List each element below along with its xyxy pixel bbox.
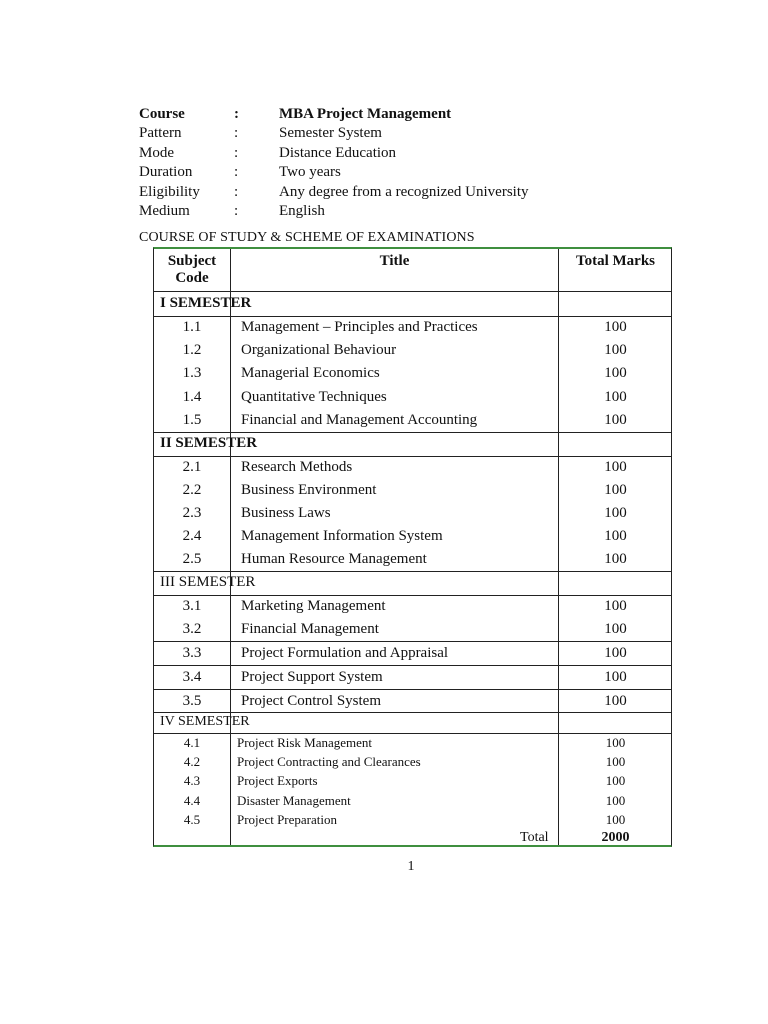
- row-divider: [154, 641, 671, 642]
- info-separator: :: [234, 125, 239, 142]
- subject-title: Human Resource Management: [241, 551, 427, 567]
- total-value: 2000: [601, 830, 630, 845]
- info-separator: :: [234, 202, 239, 219]
- subject-marks: 100: [604, 319, 627, 335]
- subject-title: Quantitative Techniques: [241, 389, 387, 405]
- table-caption: COURSE OF STUDY & SCHEME OF EXAMINATIONS: [139, 230, 475, 245]
- subject-title: Managerial Economics: [241, 365, 380, 381]
- row-divider: [154, 571, 671, 572]
- header-total-marks: Total Marks: [575, 253, 656, 269]
- subject-code: 2.1: [182, 459, 202, 475]
- subject-code: 3.3: [182, 645, 202, 661]
- subject-title: Project Support System: [241, 669, 383, 685]
- subject-marks: 100: [604, 551, 627, 567]
- info-label: Pattern: [139, 125, 182, 142]
- info-row-course: [139, 105, 529, 124]
- subject-code: 1.3: [182, 365, 202, 381]
- scheme-table: [153, 247, 672, 847]
- row-divider: [154, 291, 671, 292]
- subject-title: Project Formulation and Appraisal: [241, 645, 449, 661]
- subject-title: Financial Management: [241, 621, 379, 637]
- subject-code: 3.4: [182, 669, 202, 685]
- subject-title: Project Preparation: [237, 812, 337, 827]
- subject-code: 4.3: [183, 773, 201, 788]
- semester-label: I SEMESTER: [160, 295, 252, 311]
- row-divider: [154, 456, 671, 457]
- info-value: Distance Education: [279, 144, 397, 161]
- info-separator: :: [234, 106, 239, 122]
- semester-label: II SEMESTER: [160, 435, 258, 451]
- subject-code: 3.2: [182, 621, 202, 637]
- semester-label: IV SEMESTER: [160, 714, 250, 729]
- subject-title: Disaster Management: [237, 793, 351, 808]
- subject-code: 4.1: [183, 735, 201, 750]
- subject-marks: 100: [604, 389, 627, 405]
- subject-marks: 100: [604, 693, 627, 709]
- subject-marks: 100: [604, 482, 627, 498]
- semester-label: III SEMESTER: [160, 574, 256, 590]
- subject-code: 3.5: [182, 693, 202, 709]
- subject-title: Organizational Behaviour: [241, 342, 397, 358]
- subject-code: 4.4: [183, 793, 201, 808]
- info-label: Duration: [139, 164, 193, 181]
- row-divider: [154, 432, 671, 433]
- info-label: Eligibility: [139, 183, 200, 200]
- row-divider: [154, 316, 671, 317]
- info-row-pattern: [139, 124, 529, 143]
- subject-marks: 100: [604, 645, 627, 661]
- row-divider: [154, 665, 671, 666]
- info-separator: :: [234, 183, 239, 200]
- subject-marks: 100: [605, 812, 626, 827]
- subject-title: Financial and Management Accounting: [241, 412, 478, 428]
- header-code-line2: Code: [175, 270, 209, 286]
- info-label: Course: [139, 106, 185, 122]
- info-value: MBA Project Management: [279, 106, 452, 122]
- subject-code: 1.2: [182, 342, 202, 358]
- page-number: 1: [407, 859, 415, 874]
- subject-code: 1.5: [182, 412, 202, 428]
- subject-title: Project Contracting and Clearances: [237, 754, 421, 769]
- total-label: Total: [520, 830, 549, 845]
- subject-title: Project Control System: [241, 693, 381, 709]
- subject-title: Management Information System: [241, 528, 443, 544]
- subject-title: Marketing Management: [241, 598, 386, 614]
- subject-title: Management – Principles and Practices: [241, 319, 478, 335]
- subject-marks: 100: [605, 735, 626, 750]
- subject-marks: 100: [605, 793, 626, 808]
- subject-title: Business Environment: [241, 482, 377, 498]
- info-separator: :: [234, 164, 239, 181]
- info-row-eligibility: [139, 183, 529, 202]
- info-label: Mode: [139, 144, 174, 161]
- subject-code: 1.1: [182, 319, 202, 335]
- info-row-mode: [139, 144, 529, 163]
- subject-marks: 100: [605, 773, 626, 788]
- header-code-line1: Subject: [167, 253, 217, 269]
- header-title: Title: [379, 253, 410, 269]
- subject-marks: 100: [605, 754, 626, 769]
- subject-title: Project Exports: [237, 773, 318, 788]
- subject-code: 4.5: [183, 812, 201, 827]
- subject-marks: 100: [604, 598, 627, 614]
- info-value: English: [279, 202, 325, 219]
- info-separator: :: [234, 144, 239, 161]
- column-divider: [230, 249, 231, 845]
- info-label: Medium: [139, 202, 190, 219]
- subject-marks: 100: [604, 669, 627, 685]
- subject-title: Research Methods: [241, 459, 353, 475]
- row-divider: [154, 733, 671, 734]
- row-divider: [154, 712, 671, 713]
- subject-code: 2.3: [182, 505, 202, 521]
- subject-title: Project Risk Management: [237, 735, 373, 750]
- subject-title: Business Laws: [241, 505, 331, 521]
- subject-marks: 100: [604, 528, 627, 544]
- subject-code: 2.2: [182, 482, 202, 498]
- info-value: Semester System: [279, 125, 382, 142]
- info-value: Any degree from a recognized University: [279, 183, 529, 200]
- info-row-duration: [139, 163, 529, 182]
- row-divider: [154, 595, 671, 596]
- row-divider: [154, 689, 671, 690]
- subject-marks: 100: [604, 505, 627, 521]
- course-info: [139, 105, 529, 221]
- info-value: Two years: [279, 164, 341, 181]
- subject-marks: 100: [604, 365, 627, 381]
- subject-code: 1.4: [182, 389, 202, 405]
- subject-marks: 100: [604, 621, 627, 637]
- subject-marks: 100: [604, 342, 627, 358]
- header-subject-code: [154, 253, 230, 287]
- subject-code: 4.2: [183, 754, 201, 769]
- info-row-medium: [139, 202, 529, 221]
- subject-code: 2.4: [182, 528, 202, 544]
- subject-code: 2.5: [182, 551, 202, 567]
- subject-code: 3.1: [182, 598, 202, 614]
- subject-marks: 100: [604, 412, 627, 428]
- subject-marks: 100: [604, 459, 627, 475]
